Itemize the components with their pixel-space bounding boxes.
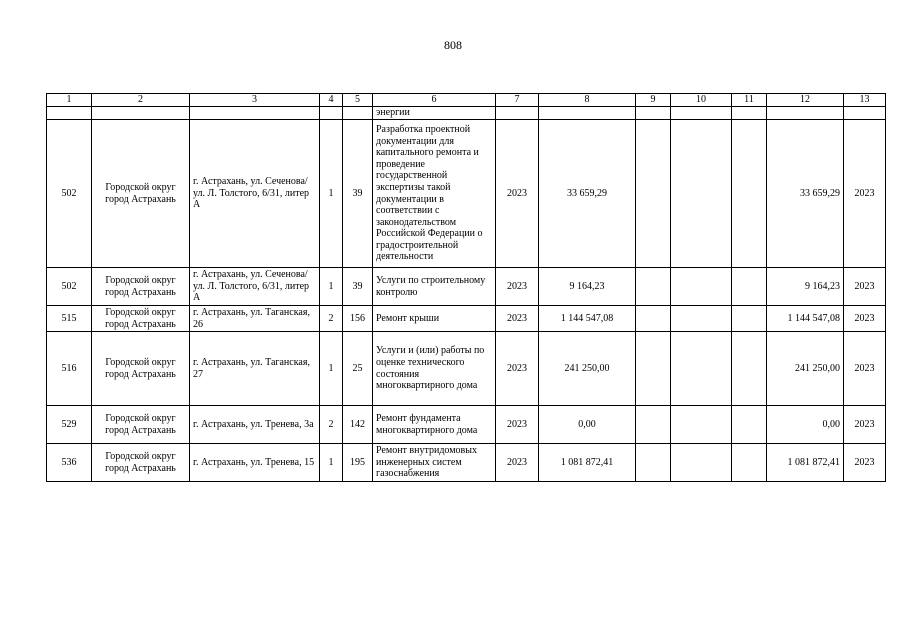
col12-cell: 241 250,00 [767, 332, 844, 406]
row-number: 536 [47, 444, 92, 482]
column-header: 13 [844, 94, 886, 107]
cost-cell: 9 164,23 [539, 268, 636, 306]
cost-cell: 1 081 872,41 [539, 444, 636, 482]
col5-cell: 156 [343, 306, 373, 332]
col4-cell: 1 [320, 444, 343, 482]
column-header: 4 [320, 94, 343, 107]
work-type-cell: Ремонт фундамента многоквартирного дома [373, 406, 496, 444]
column-header: 11 [732, 94, 767, 107]
municipality-cell: Городской округ город Астрахань [92, 444, 190, 482]
col10-cell [671, 332, 732, 406]
col11-cell [732, 332, 767, 406]
col11-cell [732, 444, 767, 482]
cost-cell: 241 250,00 [539, 332, 636, 406]
continuation-row [47, 107, 886, 120]
col12-cell: 0,00 [767, 406, 844, 444]
row-number: 502 [47, 268, 92, 306]
table-row [47, 406, 886, 444]
municipality-cell: Городской округ город Астрахань [92, 120, 190, 268]
cost-cell: 0,00 [539, 406, 636, 444]
year-cell: 2023 [496, 444, 539, 482]
continuation-text: энергии [373, 107, 496, 120]
col9-cell [636, 332, 671, 406]
col5-cell: 39 [343, 268, 373, 306]
year-cell: 2023 [496, 306, 539, 332]
address-cell: г. Астрахань, ул. Сеченова/ ул. Л. Толстого, 6/31, литер А [190, 120, 320, 268]
col12-cell: 9 164,23 [767, 268, 844, 306]
col12-cell: 1 144 547,08 [767, 306, 844, 332]
column-header: 10 [671, 94, 732, 107]
col11-cell [732, 120, 767, 268]
col11-cell [732, 306, 767, 332]
col9-cell [636, 406, 671, 444]
address-cell: г. Астрахань, ул. Таганская, 26 [190, 306, 320, 332]
column-header: 12 [767, 94, 844, 107]
col4-cell: 2 [320, 306, 343, 332]
municipality-cell: Городской округ город Астрахань [92, 406, 190, 444]
col13-cell: 2023 [844, 306, 886, 332]
col5-cell: 25 [343, 332, 373, 406]
column-header: 9 [636, 94, 671, 107]
work-type-cell: Разработка проектной документации для капитального ремонта и проведение государственной экспертизы такой документации в соответствии с законодательством Российской Федерации о градостроительной деятельности [373, 120, 496, 268]
year-cell: 2023 [496, 120, 539, 268]
column-header: 2 [92, 94, 190, 107]
address-cell: г. Астрахань, ул. Сеченова/ ул. Л. Толстого, 6/31, литер А [190, 268, 320, 306]
col12-cell: 33 659,29 [767, 120, 844, 268]
year-cell: 2023 [496, 332, 539, 406]
municipality-cell: Городской округ город Астрахань [92, 268, 190, 306]
table-row [47, 332, 886, 406]
col13-cell: 2023 [844, 444, 886, 482]
column-header: 6 [373, 94, 496, 107]
address-cell: г. Астрахань, ул. Тренева, 15 [190, 444, 320, 482]
row-number: 516 [47, 332, 92, 406]
municipality-cell: Городской округ город Астрахань [92, 306, 190, 332]
col9-cell [636, 268, 671, 306]
page-number: 808 [444, 38, 462, 52]
column-header: 1 [47, 94, 92, 107]
column-header: 7 [496, 94, 539, 107]
row-number: 515 [47, 306, 92, 332]
col13-cell: 2023 [844, 332, 886, 406]
address-cell: г. Астрахань, ул. Тренева, 3а [190, 406, 320, 444]
table-row [47, 306, 886, 332]
column-header: 8 [539, 94, 636, 107]
municipality-cell: Городской округ город Астрахань [92, 332, 190, 406]
col4-cell: 2 [320, 406, 343, 444]
col13-cell: 2023 [844, 120, 886, 268]
col5-cell: 39 [343, 120, 373, 268]
col4-cell: 1 [320, 120, 343, 268]
col4-cell: 1 [320, 268, 343, 306]
cost-cell: 1 144 547,08 [539, 306, 636, 332]
row-number: 529 [47, 406, 92, 444]
row-number: 502 [47, 120, 92, 268]
col10-cell [671, 444, 732, 482]
col10-cell [671, 268, 732, 306]
year-cell: 2023 [496, 268, 539, 306]
col9-cell [636, 444, 671, 482]
col9-cell [636, 120, 671, 268]
col5-cell: 195 [343, 444, 373, 482]
col12-cell: 1 081 872,41 [767, 444, 844, 482]
work-type-cell: Услуги и (или) работы по оценке технического состояния многоквартирного дома [373, 332, 496, 406]
table-row [47, 268, 886, 306]
col13-cell: 2023 [844, 268, 886, 306]
column-header: 3 [190, 94, 320, 107]
col10-cell [671, 120, 732, 268]
table-row [47, 444, 886, 482]
works-table [46, 93, 886, 482]
work-type-cell: Ремонт внутридомовых инженерных систем газоснабжения [373, 444, 496, 482]
col9-cell [636, 306, 671, 332]
column-header: 5 [343, 94, 373, 107]
table-row [47, 120, 886, 268]
header-row [47, 94, 886, 107]
col10-cell [671, 306, 732, 332]
col13-cell: 2023 [844, 406, 886, 444]
col4-cell: 1 [320, 332, 343, 406]
col5-cell: 142 [343, 406, 373, 444]
year-cell: 2023 [496, 406, 539, 444]
cost-cell: 33 659,29 [539, 120, 636, 268]
col11-cell [732, 268, 767, 306]
col11-cell [732, 406, 767, 444]
address-cell: г. Астрахань, ул. Таганская, 27 [190, 332, 320, 406]
work-type-cell: Услуги по строительному контролю [373, 268, 496, 306]
work-type-cell: Ремонт крыши [373, 306, 496, 332]
col10-cell [671, 406, 732, 444]
